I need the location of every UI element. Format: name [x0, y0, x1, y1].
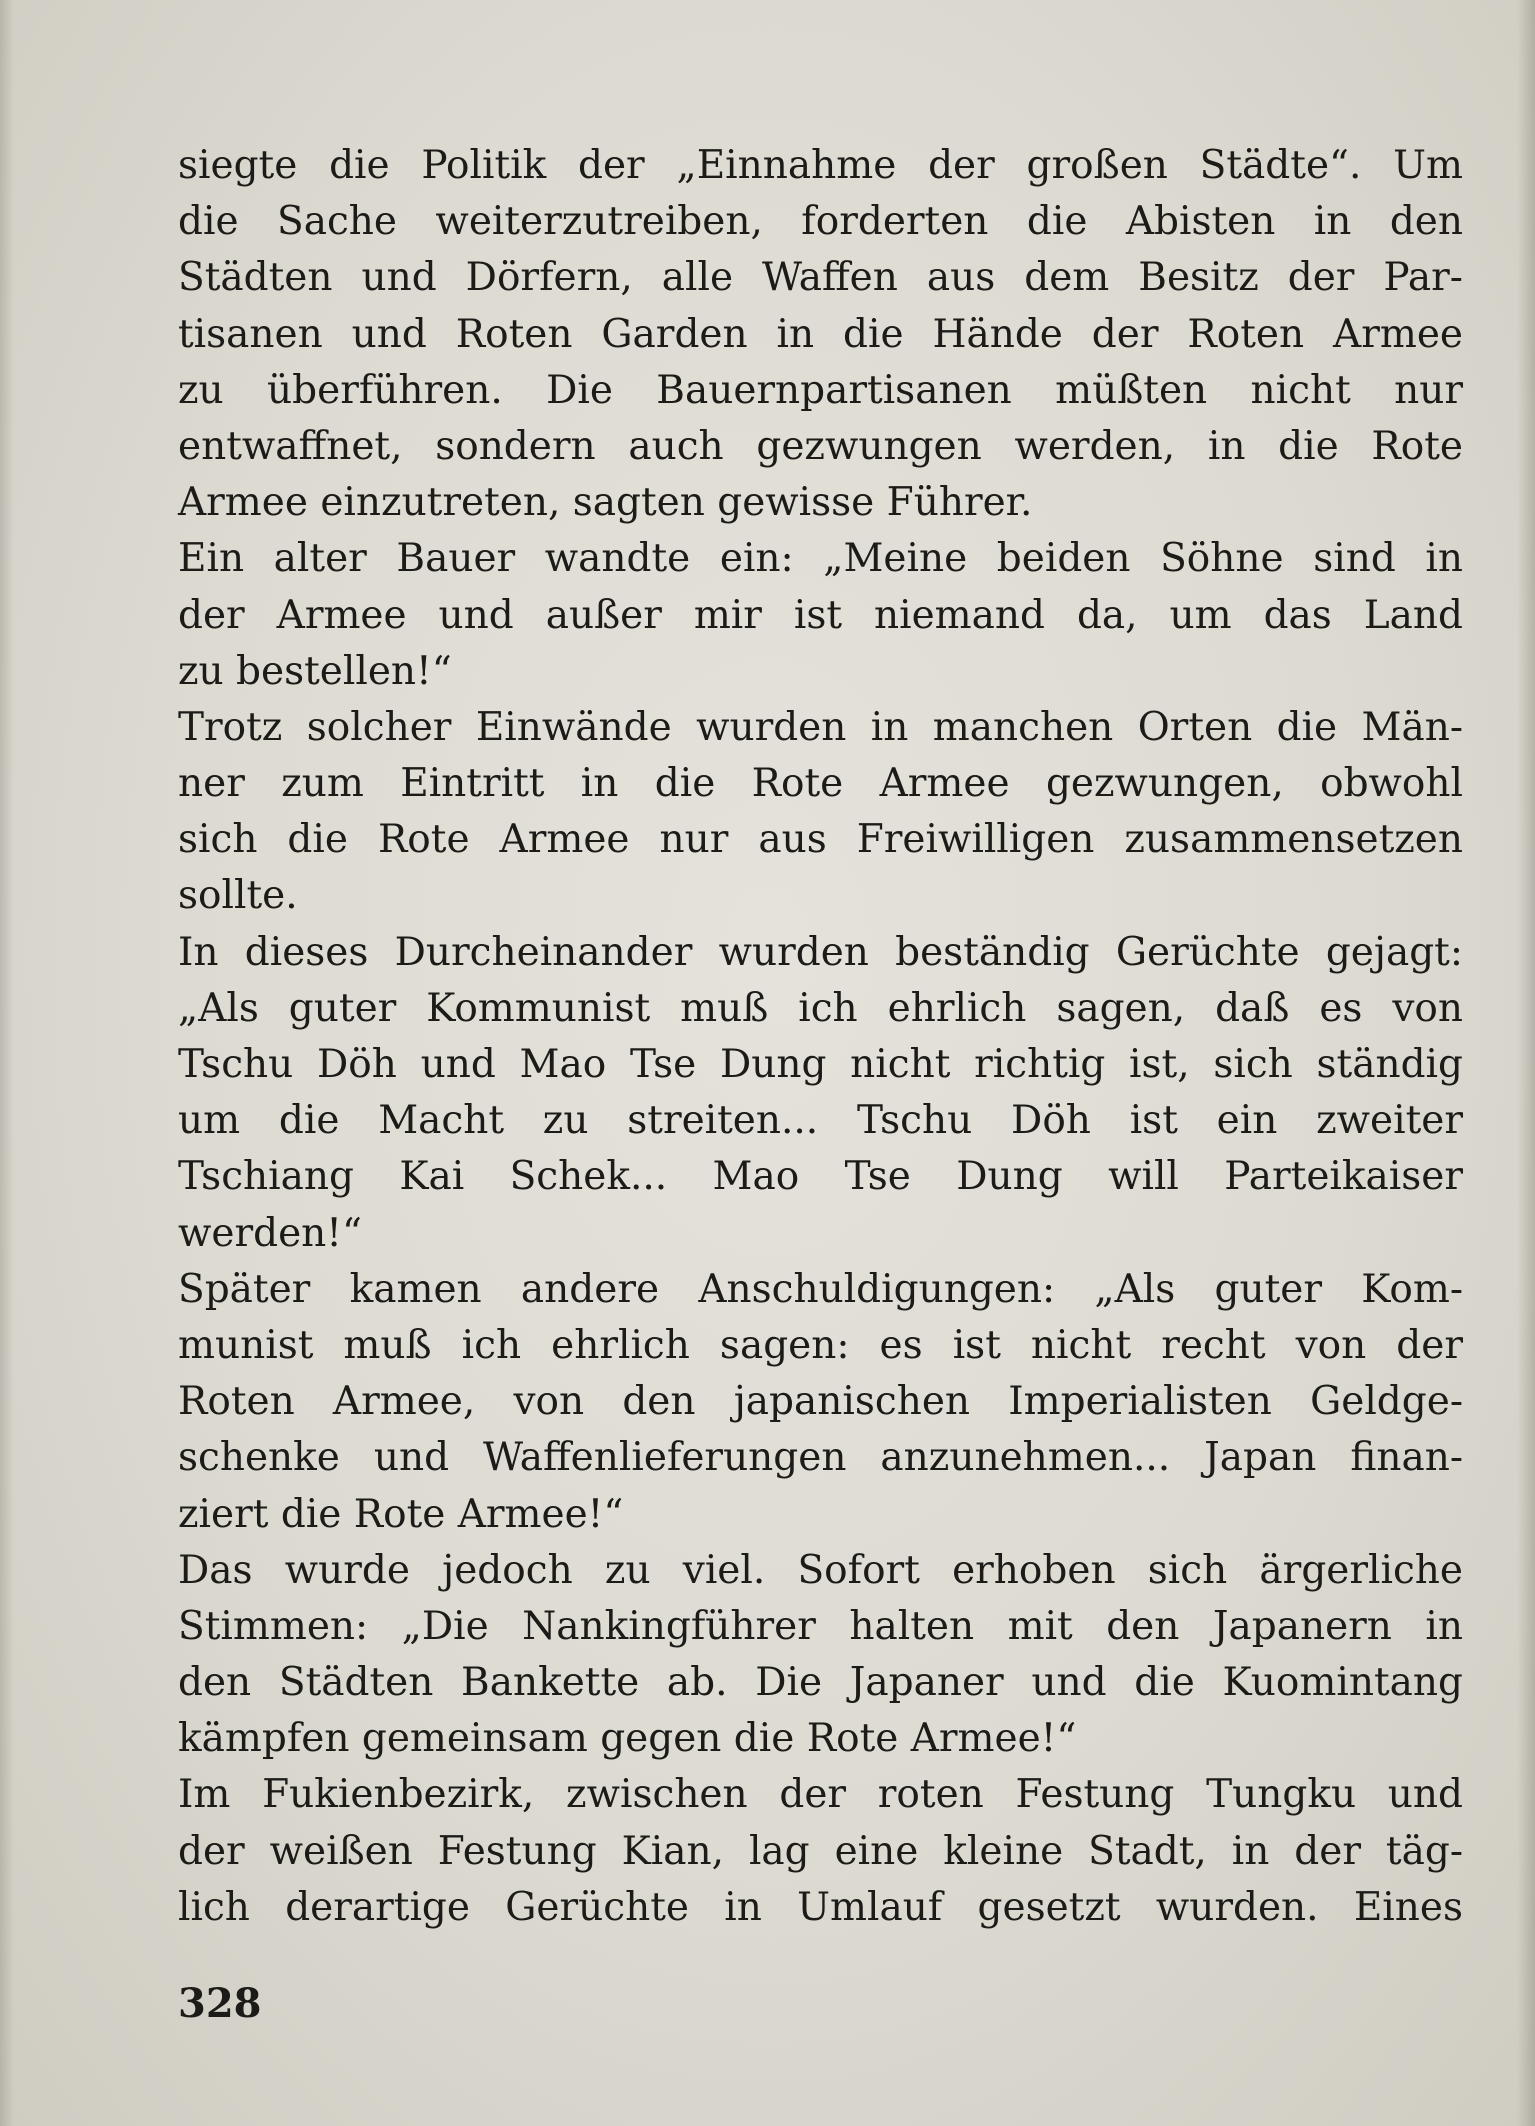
text-line: Roten Armee, von den japanischen Imperialisten Geldge- [178, 1379, 1463, 1425]
text-line: schenke und Waffenlieferungen anzunehmen... Japan finan- [178, 1435, 1463, 1481]
text-line: „Als guter Kommunist muß ich ehrlich sagen, daß es von [178, 985, 1463, 1031]
text-line: Im Fukienbezirk, zwischen der roten Festung Tungku und [178, 1772, 1463, 1818]
text-line: ner zum Eintritt in die Rote Armee gezwungen, obwohl [178, 761, 1463, 807]
text-line: den Städten Bankette ab. Die Japaner und die Kuomintang [178, 1660, 1463, 1706]
text-line: werden!“ [178, 1210, 362, 1256]
text-line: In dieses Durcheinander wurden beständig Gerüchte gejagt: [178, 929, 1463, 975]
text-line: Das wurde jedoch zu viel. Sofort erhoben sich ärgerliche [178, 1547, 1463, 1593]
text-line: Stimmen: „Die Nankingführer halten mit den Japanern in [178, 1603, 1463, 1649]
text-line: entwaffnet, sondern auch gezwungen werden, in die Rote [178, 423, 1463, 469]
text-line: munist muß ich ehrlich sagen: es ist nicht recht von der [178, 1322, 1463, 1368]
text-line: zu überführen. Die Bauernpartisanen müßten nicht nur [178, 367, 1463, 413]
text-line: Trotz solcher Einwände wurden in manchen Orten die Män- [178, 704, 1463, 750]
text-line: zu bestellen!“ [178, 648, 452, 694]
text-line: Später kamen andere Anschuldigungen: „Als guter Kom- [178, 1266, 1463, 1312]
text-line: ziert die Rote Armee!“ [178, 1491, 624, 1537]
text-line: Tschiang Kai Schek... Mao Tse Dung will Parteikaiser [178, 1154, 1463, 1200]
page-shadow-right [1517, 0, 1535, 2126]
text-line: tisanen und Roten Garden in die Hände der Roten Armee [178, 311, 1463, 357]
text-line: die Sache weiterzutreiben, forderten die Abisten in den [178, 199, 1463, 245]
text-line: sich die Rote Armee nur aus Freiwilligen zusammensetzen [178, 817, 1463, 863]
text-line: Armee einzutreten, sagten gewisse Führer. [178, 480, 1033, 526]
page-shadow-left [0, 0, 14, 2126]
text-line: der weißen Festung Kian, lag eine kleine Stadt, in der täg- [178, 1828, 1463, 1874]
text-line: lich derartige Gerüchte in Umlauf gesetzt wurden. Eines [178, 1884, 1463, 1930]
body-text [178, 138, 1463, 1936]
text-line: Städten und Dörfern, alle Waffen aus dem Besitz der Par- [178, 255, 1463, 301]
text-line: Ein alter Bauer wandte ein: „Meine beiden Söhne sind in [178, 536, 1463, 582]
text-line: um die Macht zu streiten... Tschu Döh ist ein zweiter [178, 1098, 1463, 1144]
page-number: 328 [178, 1980, 262, 2027]
text-line: sollte. [178, 873, 298, 919]
text-line: kämpfen gemeinsam gegen die Rote Armee!“ [178, 1716, 1077, 1762]
text-line: der Armee und außer mir ist niemand da, um das Land [178, 592, 1463, 638]
text-line: Tschu Döh und Mao Tse Dung nicht richtig ist, sich ständig [178, 1042, 1463, 1087]
text-line: siegte die Politik der „Einnahme der großen Städte“. Um [178, 143, 1463, 188]
